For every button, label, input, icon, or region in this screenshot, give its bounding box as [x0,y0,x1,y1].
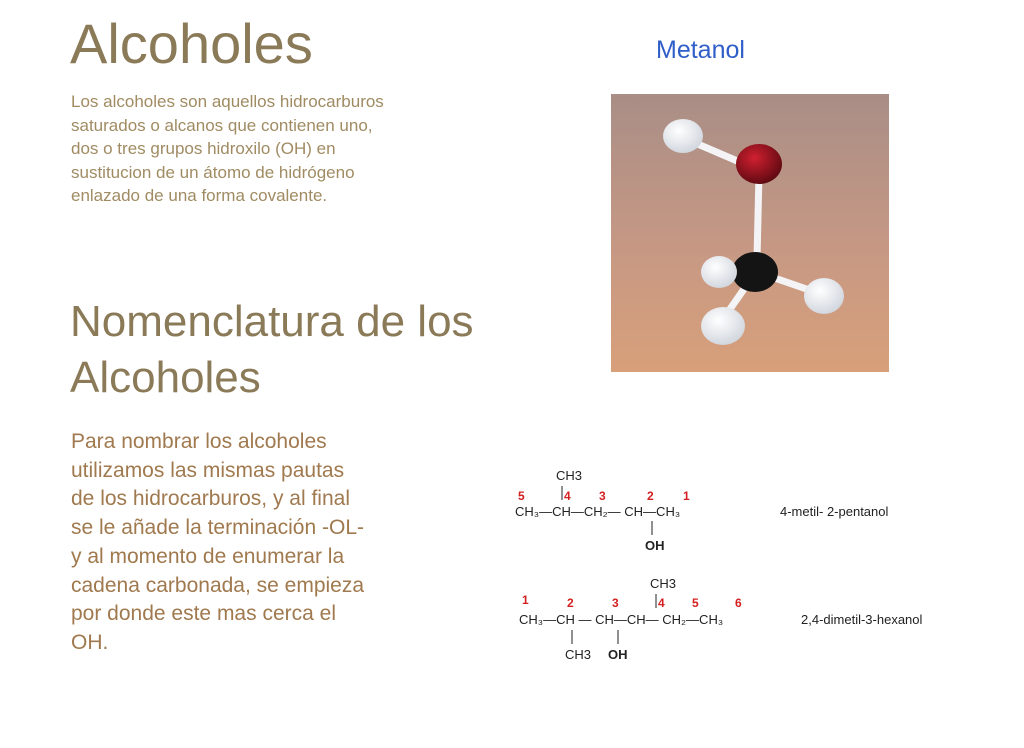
page-title: Alcoholes [70,12,313,75]
formula2-number: 6 [735,596,742,610]
section-paragraph: Para nombrar los alcoholes utilizamos las mismas pautas de los hidrocarburos, y al final se le añade la terminación -OL- y al momento de enumerar la cadena carbonada, se empieza por donde este mas cerca el OH. [71,430,365,654]
carbon-atom [732,252,778,292]
formula1-chain: CH₃—CH—CH₂— CH—CH₃ [515,504,681,519]
structural-formulas [505,458,975,678]
hydrogen-atom [663,119,703,153]
formula1-number: 3 [599,489,606,503]
formula2-number: 2 [567,596,574,610]
intro-paragraph: Los alcoholes son aquellos hidrocarburos saturados o alcanos que contienen uno, dos o tres grupos hidroxilo (OH) en sustitucion de un átomo de hidrógeno enlazado de una forma covalente. [71,92,384,205]
formula1-number: 1 [683,489,690,503]
formula1-number: 2 [647,489,654,503]
methanol-model-image [611,94,889,372]
formula2-number: 1 [522,593,529,607]
formula2-top-group: CH3 [650,576,677,591]
oxygen-atom [736,144,782,184]
hydrogen-atom [701,256,737,288]
formula2-number: 4 [658,596,665,610]
formula1-top-group: CH3 [556,468,583,483]
formula2-name: 2,4-dimetil-3-hexanol [801,612,923,627]
section-title: Nomenclatura de los Alcoholes [70,297,474,402]
formula1-number: 5 [518,489,525,503]
formula2-number: 5 [692,596,699,610]
formula1-name: 4-metil- 2-pentanol [780,504,889,519]
formula2-bottom-group: CH3 [565,647,592,662]
hydrogen-atom [804,278,844,314]
formula2-number: 3 [612,596,619,610]
formula2-chain: CH₃—CH — CH—CH— CH₂—CH₃ [519,612,724,627]
formula1-number: 4 [564,489,571,503]
image-caption: Metanol [656,36,745,64]
formula1-bottom-group: OH [645,538,665,553]
formula2-bottom-group: OH [608,647,628,662]
hydrogen-atom [701,307,745,345]
